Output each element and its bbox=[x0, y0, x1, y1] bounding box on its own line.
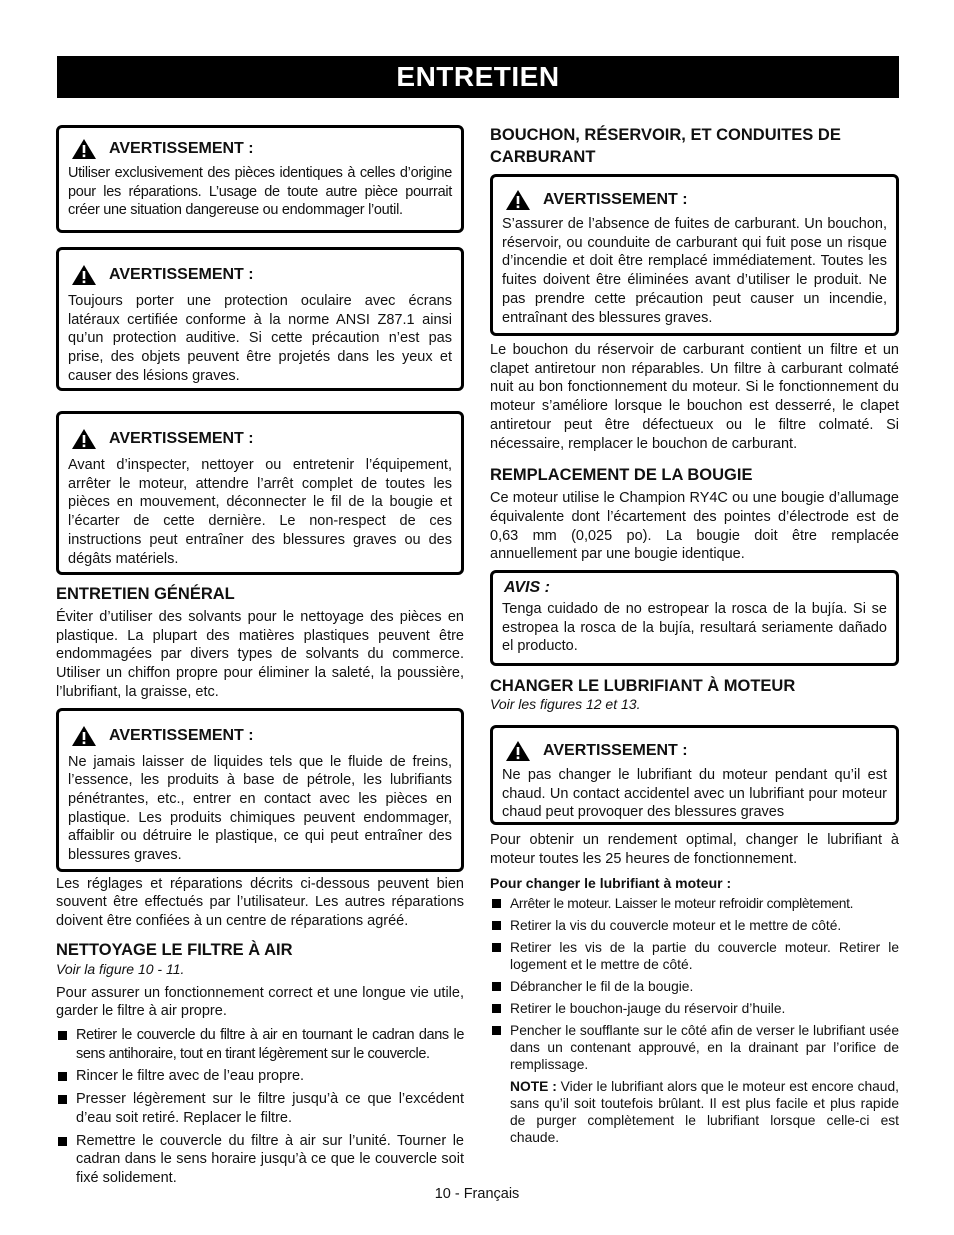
general-text: Éviter d’utiliser des solvants pour le nettoyage des pièces en plastique. La plupart des matières plastiques peuvent être endommagées par divers types de solvants du commerce. Utiliser un chiffon propre pour éliminer la saleté, la poussière, l’lubrifiant, la graisse, etc. bbox=[56, 609, 464, 700]
warning-label: AVERTISSEMENT : bbox=[109, 726, 254, 744]
warning-text: S’assurer de l’absence de fuites de carburant. Un bouchon, réservoir, ou counduite de carburant qui fuit pose un risque d’incendie et doit être remplacé immédiatement. Toutes les fuites doivent être éliminées avant d’utiliser le produit. Ne pas prendre cette précaution peut causer un incendie, entraînant des blessures graves. bbox=[502, 216, 887, 326]
figure-reference: Voir les figures 12 et 13. bbox=[490, 696, 641, 713]
page-footer: 10 - Français bbox=[434, 1186, 520, 1202]
warning-label: AVERTISSEMENT : bbox=[109, 266, 254, 283]
warning-label: AVERTISSEMENT : bbox=[543, 742, 688, 760]
warning-label: AVERTISSEMENT : bbox=[109, 140, 254, 157]
warning-text: Ne pas changer le lubrifiant du moteur pendant qu’il est chaud. Un contact accidentel avec un lubrifiant pour moteur chaud peut provoquer des blessures graves bbox=[502, 767, 887, 821]
warning-text: Avant d’inspecter, nettoyer ou entretenir l’équipement, arrêter le moteur, attendre l’arrêt complet de toutes les pièces en mouvement, déconnecter le fil de la bougie et l’écarter de cette dernière. Le non-respect de ces instructions peut entraîner des blessures graves ou des dégâts matériels. bbox=[68, 457, 452, 567]
oil-subheading: Pour changer le lubrifiant à moteur : bbox=[490, 875, 732, 892]
warning-box-fuel-leaks bbox=[490, 174, 899, 336]
list-item: Presser légèrement sur le filtre jusqu’à ce que l’excédent d’eau soit retiré. Replacer le filtre. bbox=[56, 1090, 464, 1127]
warning-header bbox=[71, 725, 452, 747]
list-item: Rincer le filtre avec de l’eau propre. bbox=[56, 1067, 464, 1086]
warning-text: Ne jamais laisser de liquides tels que le fluide de freins, l’essence, les produits à base de pétrole, les lubrifiants pénétrantes, etc., entrer en contact avec les pièces en plastique. Les produits chimiques peuvent endommager, affaiblir ou détruire le plastique, ce qui peut entraîner des blessures graves. bbox=[68, 753, 452, 864]
warning-header bbox=[71, 428, 452, 450]
section-heading-spark-plug: REMPLACEMENT DE LA BOUGIE bbox=[490, 466, 753, 485]
warning-box-inspection bbox=[56, 411, 464, 575]
warning-box-hot-oil bbox=[490, 725, 899, 825]
notice-label: AVIS : bbox=[504, 579, 550, 597]
oil-note bbox=[490, 1078, 899, 1146]
list-item: Arrêter le moteur. Laisser le moteur refroidir complètement. bbox=[490, 895, 899, 912]
section-heading-fuel: BOUCHON, RÉSERVOIR, ET CONDUITES DE CARBURANT bbox=[490, 126, 841, 166]
warning-triangle-icon bbox=[71, 428, 97, 450]
oil-steps bbox=[490, 895, 899, 1073]
notice-text: Tenga cuidado de no estropear la rosca de la bujía. Si se estropea la rosca de la bujía, resultará seriamente dañado el producto. bbox=[502, 601, 887, 655]
warning-triangle-icon bbox=[71, 138, 97, 160]
warning-triangle-icon bbox=[71, 264, 97, 286]
warning-header bbox=[71, 138, 452, 160]
warning-triangle-icon bbox=[505, 740, 531, 762]
warning-box-parts bbox=[56, 125, 464, 233]
warning-header bbox=[71, 264, 452, 286]
list-item: Retirer le bouchon-jauge du réservoir d’huile. bbox=[490, 1000, 899, 1017]
list-item: Pencher le soufflante sur le côté afin de verser le lubrifiant usée dans un contenant approuvé, en la drainant par l’orifice de remplissage. bbox=[490, 1022, 899, 1073]
section-heading-general: ENTRETIEN GÉNÉRAL bbox=[56, 585, 235, 603]
left-column bbox=[56, 124, 464, 1188]
list-item: Retirer la vis du couvercle moteur et le mettre de côté. bbox=[490, 917, 899, 934]
warning-box-liquids bbox=[56, 708, 464, 872]
list-item: Débrancher le fil de la bougie. bbox=[490, 978, 899, 995]
warning-label: AVERTISSEMENT : bbox=[109, 430, 254, 447]
user-repairs-text: Les réglages et réparations décrits ci-dessous peuvent bien souvent être effectués par l’utilisateur. Les autres réparations doivent être confiées à un centre de réparations agréé. bbox=[56, 875, 464, 929]
note-text: Vider le lubrifiant alors que le moteur est encore chaud, sans qu’il soit toutefois brûlant. Il est plus facile et plus rapide de purger complètement le lubrifiant lorsque celle-ci est chaude. bbox=[510, 1079, 899, 1146]
fuel-cap-text: Le bouchon du réservoir de carburant contient un filtre et un clapet antiretour non réparables. Un filtre à carburant colmaté nuit au bon fonctionnement du moteur. Si le fonctionnement du moteur s’améliore lorsque le bouchon est desserré, le clapet antiretour peut être défectueux ou le filtre colmaté. Si nécessaire, remplacer le bouchon de carburant. bbox=[490, 342, 899, 452]
section-heading-air-filter: NETTOYAGE LE FILTRE À AIR bbox=[56, 940, 293, 959]
warning-text: Toujours porter une protection oculaire avec écrans latéraux certifiée conforme à la norme ANSI Z87.1 ainsi qu’un protection auditive. Si cette précaution n’est pas prise, des objets peuvent être projetés dans les yeux et causer des lésions graves. bbox=[68, 293, 452, 384]
note-label: NOTE : bbox=[510, 1079, 557, 1095]
air-filter-intro: Pour assurer un fonctionnement correct et une longue vie utile, garder le filtre à air propre. bbox=[56, 984, 464, 1020]
warning-triangle-icon bbox=[505, 189, 531, 211]
list-item: Retirer les vis de la partie du couvercle moteur. Retirer le logement et le mettre de côté. bbox=[490, 939, 899, 973]
warning-header bbox=[505, 189, 887, 211]
list-item: Retirer le couvercle du filtre à air en tournant le cadran dans le sens antihoraire, tout en tirant légèrement sur le couvercle. bbox=[56, 1026, 464, 1063]
section-heading-oil: CHANGER LE LUBRIFIANT À MOTEUR bbox=[490, 677, 796, 696]
warning-box-eye-protection bbox=[56, 247, 464, 391]
oil-intro: Pour obtenir un rendement optimal, changer le lubrifiant à moteur toutes les 25 heures de fonctionnement. bbox=[490, 832, 899, 867]
warning-triangle-icon bbox=[71, 725, 97, 747]
list-item: Remettre le couvercle du filtre à air sur l’unité. Tourner le cadran dans le sens horaire jusqu’à ce que le couvercle soit fixé solidement. bbox=[56, 1132, 464, 1188]
figure-reference: Voir la figure 10 - 11. bbox=[56, 960, 185, 977]
notice-box bbox=[490, 570, 899, 666]
page-title: ENTRETIEN bbox=[57, 56, 899, 98]
warning-label: AVERTISSEMENT : bbox=[543, 191, 688, 208]
warning-header bbox=[505, 740, 887, 762]
right-column bbox=[490, 124, 899, 1146]
air-filter-steps bbox=[56, 1026, 464, 1188]
warning-text: Utiliser exclusivement des pièces identiques à celles d’origine pour les réparations. L’usage de toute autre pièce pourrait créer une situation dangereuse ou endommager l’outil. bbox=[68, 165, 452, 219]
spark-plug-text: Ce moteur utilise le Champion RY4C ou une bougie d’allumage équivalente dont l’écartement des pointes d’électrode est de 0,63 mm (0,025 po). La bougie doit être remplacée annuellement par une bougie identique. bbox=[490, 490, 899, 563]
